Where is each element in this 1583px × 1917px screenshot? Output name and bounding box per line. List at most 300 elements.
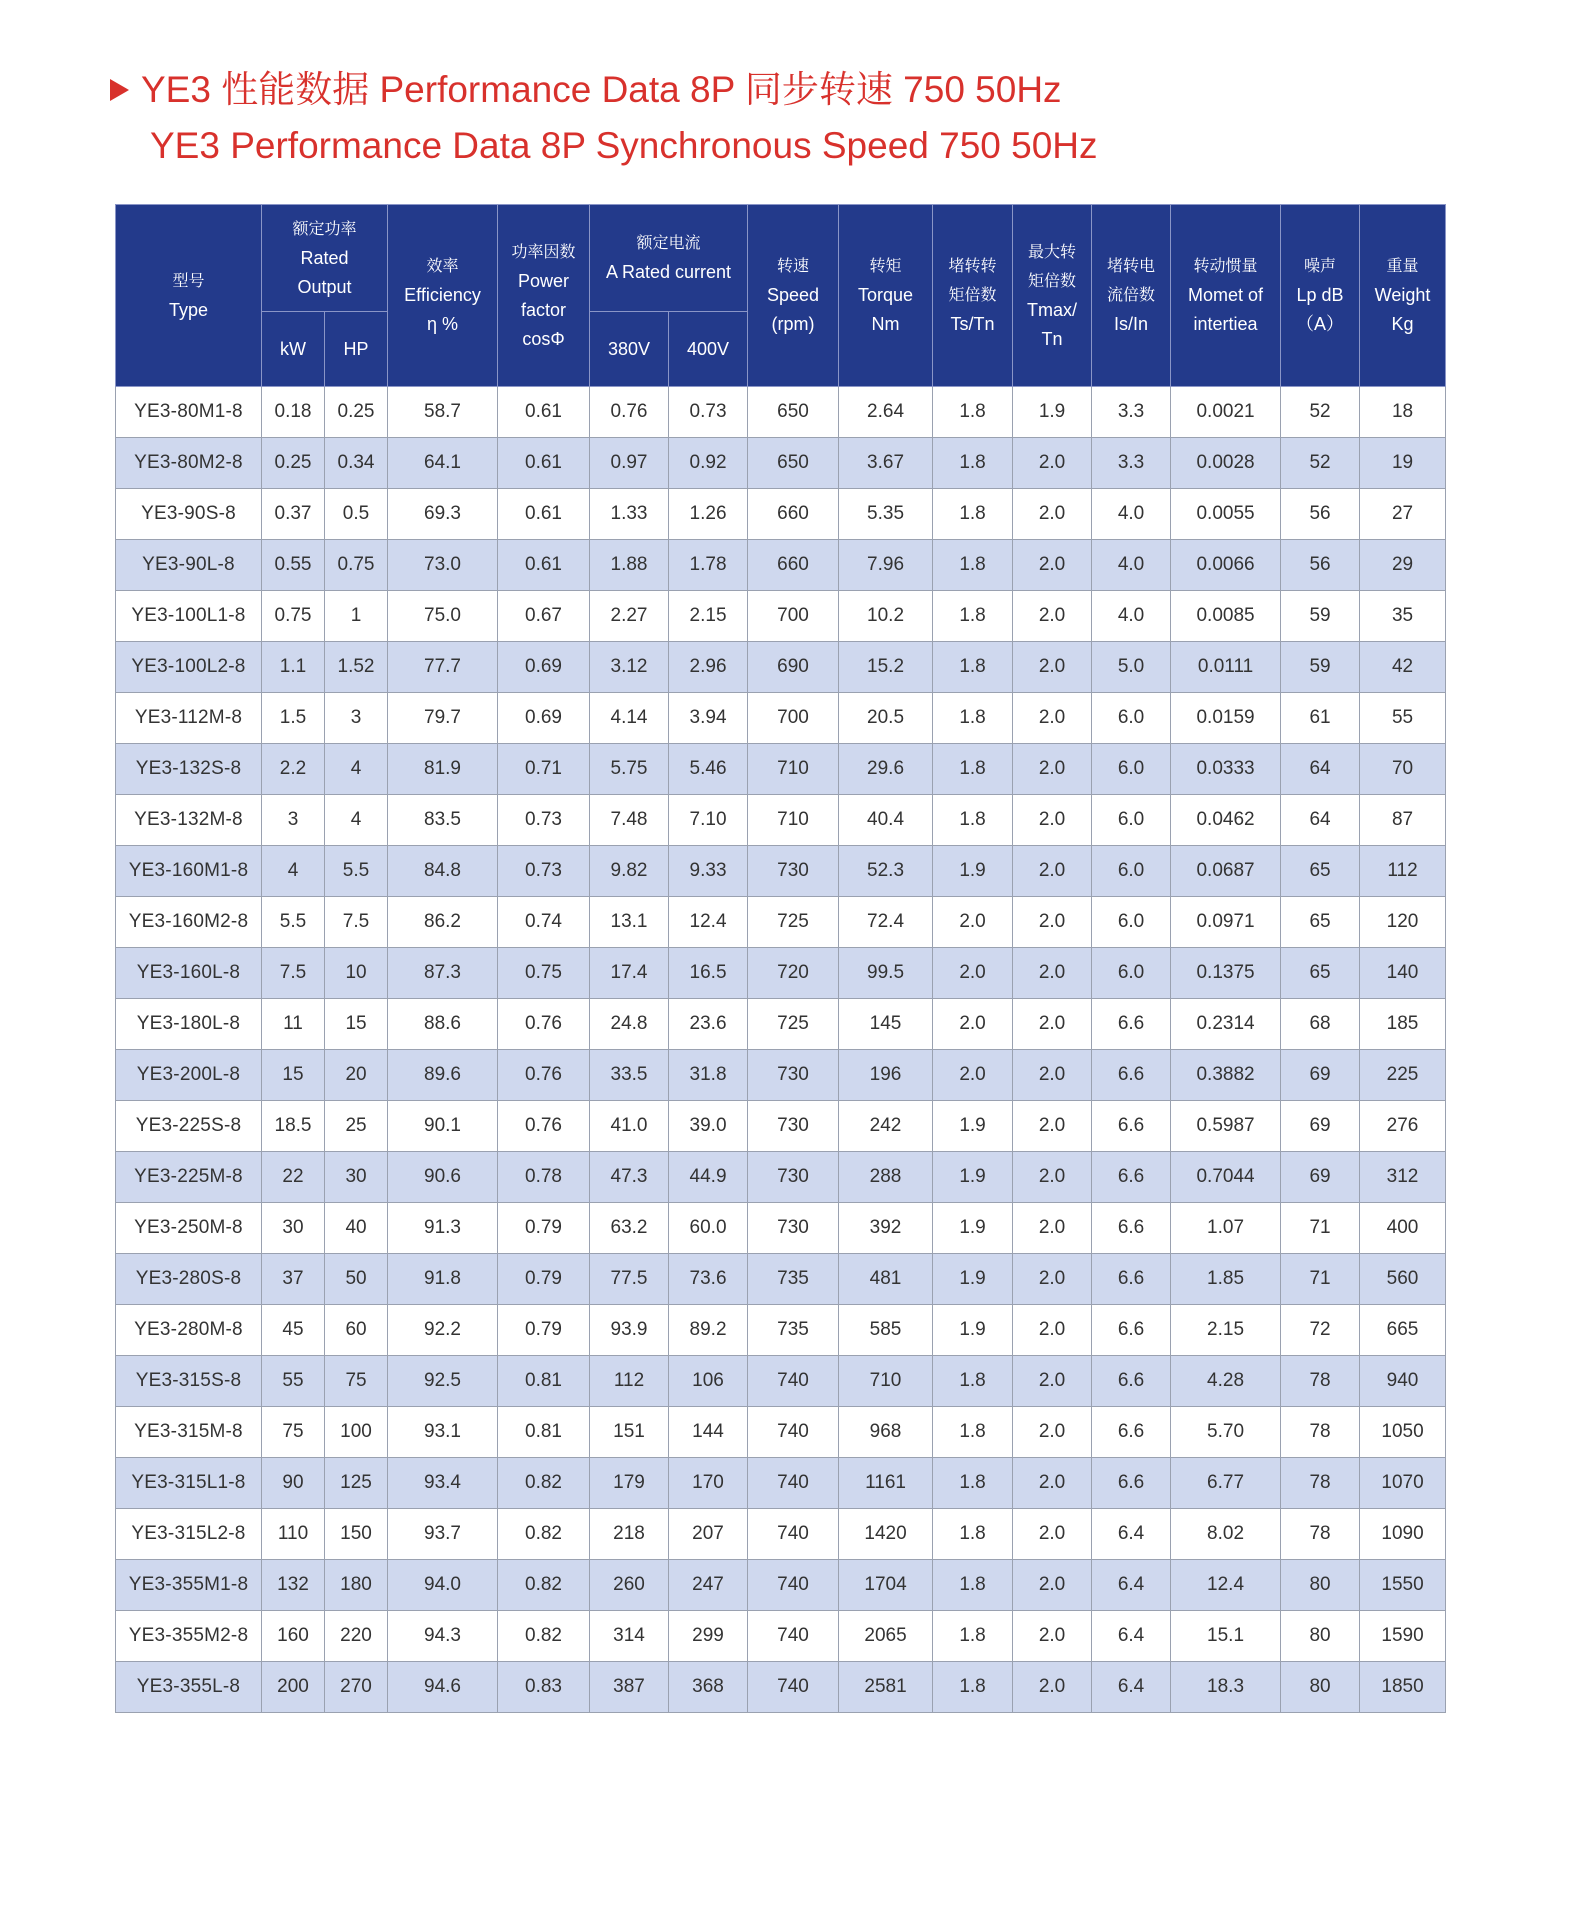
cell-type: YE3-315S-8 — [116, 1356, 262, 1407]
cell-type: YE3-90S-8 — [116, 489, 262, 540]
cell-torque: 72.4 — [839, 897, 933, 948]
cell-tmax-tn: 2.0 — [1013, 846, 1092, 897]
cell-inertia: 18.3 — [1171, 1662, 1281, 1713]
cell-hp: 30 — [325, 1152, 388, 1203]
cell-current-380v: 1.33 — [590, 489, 669, 540]
title-block — [110, 62, 1098, 174]
cell-kw: 55 — [262, 1356, 325, 1407]
cell-inertia: 0.0085 — [1171, 591, 1281, 642]
cell-torque: 196 — [839, 1050, 933, 1101]
cell-weight: 70 — [1360, 744, 1446, 795]
cell-kw: 15 — [262, 1050, 325, 1101]
cell-type: YE3-180L-8 — [116, 999, 262, 1050]
header-max-torque-ratio: 最大转 矩倍数 Tmax/ Tn — [1013, 205, 1092, 387]
cell-kw: 5.5 — [262, 897, 325, 948]
cell-noise: 59 — [1281, 642, 1360, 693]
cell-noise: 52 — [1281, 438, 1360, 489]
cell-ts-tn: 1.8 — [933, 642, 1013, 693]
cell-tmax-tn: 2.0 — [1013, 438, 1092, 489]
cell-hp: 0.25 — [325, 387, 388, 438]
cell-weight: 120 — [1360, 897, 1446, 948]
cell-is-in: 6.6 — [1092, 1050, 1171, 1101]
cell-inertia: 0.7044 — [1171, 1152, 1281, 1203]
cell-speed: 730 — [748, 1203, 839, 1254]
cell-power-factor: 0.61 — [498, 438, 590, 489]
table-row — [116, 642, 1446, 693]
cell-kw: 0.37 — [262, 489, 325, 540]
cell-tmax-tn: 2.0 — [1013, 642, 1092, 693]
cell-efficiency: 64.1 — [388, 438, 498, 489]
cell-kw: 200 — [262, 1662, 325, 1713]
cell-ts-tn: 1.8 — [933, 1509, 1013, 1560]
cell-speed: 740 — [748, 1509, 839, 1560]
cell-noise: 64 — [1281, 744, 1360, 795]
table-row — [116, 1050, 1446, 1101]
cell-current-380v: 77.5 — [590, 1254, 669, 1305]
cell-noise: 78 — [1281, 1509, 1360, 1560]
cell-hp: 0.34 — [325, 438, 388, 489]
cell-kw: 160 — [262, 1611, 325, 1662]
cell-speed: 740 — [748, 1458, 839, 1509]
cell-type: YE3-280S-8 — [116, 1254, 262, 1305]
cell-ts-tn: 2.0 — [933, 948, 1013, 999]
cell-torque: 7.96 — [839, 540, 933, 591]
cell-is-in: 6.0 — [1092, 897, 1171, 948]
cell-power-factor: 0.78 — [498, 1152, 590, 1203]
cell-type: YE3-225M-8 — [116, 1152, 262, 1203]
cell-ts-tn: 1.8 — [933, 795, 1013, 846]
cell-kw: 1.5 — [262, 693, 325, 744]
cell-inertia: 5.70 — [1171, 1407, 1281, 1458]
cell-torque: 5.35 — [839, 489, 933, 540]
cell-weight: 225 — [1360, 1050, 1446, 1101]
cell-current-400v: 3.94 — [669, 693, 748, 744]
cell-torque: 585 — [839, 1305, 933, 1356]
cell-power-factor: 0.67 — [498, 591, 590, 642]
cell-noise: 61 — [1281, 693, 1360, 744]
cell-efficiency: 73.0 — [388, 540, 498, 591]
triangle-bullet-icon — [110, 79, 129, 101]
cell-noise: 56 — [1281, 489, 1360, 540]
cell-inertia: 12.4 — [1171, 1560, 1281, 1611]
cell-current-380v: 17.4 — [590, 948, 669, 999]
cell-current-380v: 13.1 — [590, 897, 669, 948]
cell-torque: 20.5 — [839, 693, 933, 744]
cell-ts-tn: 1.8 — [933, 693, 1013, 744]
cell-torque: 2581 — [839, 1662, 933, 1713]
cell-kw: 4 — [262, 846, 325, 897]
cell-noise: 64 — [1281, 795, 1360, 846]
cell-hp: 150 — [325, 1509, 388, 1560]
cell-weight: 400 — [1360, 1203, 1446, 1254]
cell-power-factor: 0.82 — [498, 1611, 590, 1662]
cell-hp: 270 — [325, 1662, 388, 1713]
cell-power-factor: 0.81 — [498, 1407, 590, 1458]
table-row — [116, 1407, 1446, 1458]
cell-kw: 37 — [262, 1254, 325, 1305]
cell-noise: 72 — [1281, 1305, 1360, 1356]
cell-current-400v: 7.10 — [669, 795, 748, 846]
cell-current-380v: 151 — [590, 1407, 669, 1458]
cell-hp: 20 — [325, 1050, 388, 1101]
cell-is-in: 6.4 — [1092, 1662, 1171, 1713]
cell-noise: 65 — [1281, 897, 1360, 948]
cell-current-380v: 314 — [590, 1611, 669, 1662]
cell-type: YE3-315L2-8 — [116, 1509, 262, 1560]
cell-power-factor: 0.81 — [498, 1356, 590, 1407]
cell-type: YE3-90L-8 — [116, 540, 262, 591]
cell-is-in: 5.0 — [1092, 642, 1171, 693]
table-row — [116, 540, 1446, 591]
cell-is-in: 6.6 — [1092, 1407, 1171, 1458]
cell-speed: 730 — [748, 1050, 839, 1101]
table-row — [116, 591, 1446, 642]
cell-is-in: 6.6 — [1092, 999, 1171, 1050]
cell-ts-tn: 1.8 — [933, 489, 1013, 540]
cell-torque: 968 — [839, 1407, 933, 1458]
header-rated-current: 额定电流 A Rated current — [590, 205, 748, 312]
cell-power-factor: 0.79 — [498, 1305, 590, 1356]
cell-weight: 1590 — [1360, 1611, 1446, 1662]
cell-speed: 735 — [748, 1305, 839, 1356]
cell-type: YE3-280M-8 — [116, 1305, 262, 1356]
cell-torque: 481 — [839, 1254, 933, 1305]
cell-tmax-tn: 2.0 — [1013, 1662, 1092, 1713]
cell-weight: 312 — [1360, 1152, 1446, 1203]
cell-speed: 650 — [748, 438, 839, 489]
cell-tmax-tn: 2.0 — [1013, 591, 1092, 642]
cell-current-400v: 170 — [669, 1458, 748, 1509]
table-row — [116, 387, 1446, 438]
cell-kw: 18.5 — [262, 1101, 325, 1152]
cell-power-factor: 0.69 — [498, 642, 590, 693]
cell-current-380v: 0.97 — [590, 438, 669, 489]
cell-is-in: 6.6 — [1092, 1356, 1171, 1407]
header-hp: HP — [325, 312, 388, 387]
cell-noise: 59 — [1281, 591, 1360, 642]
cell-tmax-tn: 2.0 — [1013, 1203, 1092, 1254]
cell-efficiency: 94.0 — [388, 1560, 498, 1611]
title-text-1: YE3 性能数据 Performance Data 8P 同步转速 750 50Hz — [141, 69, 1062, 110]
header-rated-output: 额定功率 Rated Output — [262, 205, 388, 312]
cell-is-in: 6.6 — [1092, 1101, 1171, 1152]
table-row — [116, 999, 1446, 1050]
table-row — [116, 438, 1446, 489]
cell-type: YE3-160L-8 — [116, 948, 262, 999]
cell-kw: 22 — [262, 1152, 325, 1203]
cell-speed: 740 — [748, 1356, 839, 1407]
cell-torque: 145 — [839, 999, 933, 1050]
cell-hp: 180 — [325, 1560, 388, 1611]
cell-speed: 700 — [748, 591, 839, 642]
cell-kw: 0.55 — [262, 540, 325, 591]
cell-weight: 185 — [1360, 999, 1446, 1050]
cell-current-400v: 31.8 — [669, 1050, 748, 1101]
cell-hp: 40 — [325, 1203, 388, 1254]
cell-is-in: 6.0 — [1092, 744, 1171, 795]
cell-ts-tn: 1.9 — [933, 1203, 1013, 1254]
cell-hp: 5.5 — [325, 846, 388, 897]
cell-type: YE3-200L-8 — [116, 1050, 262, 1101]
cell-weight: 140 — [1360, 948, 1446, 999]
cell-tmax-tn: 2.0 — [1013, 999, 1092, 1050]
cell-speed: 710 — [748, 795, 839, 846]
cell-inertia: 0.0021 — [1171, 387, 1281, 438]
cell-tmax-tn: 2.0 — [1013, 897, 1092, 948]
cell-current-400v: 1.78 — [669, 540, 748, 591]
cell-is-in: 6.4 — [1092, 1509, 1171, 1560]
cell-efficiency: 79.7 — [388, 693, 498, 744]
cell-noise: 80 — [1281, 1560, 1360, 1611]
header-weight: 重量 Weight Kg — [1360, 205, 1446, 387]
cell-ts-tn: 1.8 — [933, 744, 1013, 795]
cell-is-in: 6.0 — [1092, 846, 1171, 897]
cell-weight: 1070 — [1360, 1458, 1446, 1509]
cell-current-400v: 39.0 — [669, 1101, 748, 1152]
cell-current-400v: 60.0 — [669, 1203, 748, 1254]
cell-power-factor: 0.73 — [498, 795, 590, 846]
cell-current-400v: 16.5 — [669, 948, 748, 999]
cell-current-380v: 9.82 — [590, 846, 669, 897]
cell-type: YE3-250M-8 — [116, 1203, 262, 1254]
cell-current-380v: 41.0 — [590, 1101, 669, 1152]
cell-power-factor: 0.79 — [498, 1203, 590, 1254]
cell-current-400v: 44.9 — [669, 1152, 748, 1203]
cell-weight: 18 — [1360, 387, 1446, 438]
cell-current-400v: 89.2 — [669, 1305, 748, 1356]
cell-weight: 112 — [1360, 846, 1446, 897]
cell-type: YE3-225S-8 — [116, 1101, 262, 1152]
cell-current-400v: 368 — [669, 1662, 748, 1713]
cell-inertia: 0.0462 — [1171, 795, 1281, 846]
cell-speed: 660 — [748, 540, 839, 591]
cell-torque: 10.2 — [839, 591, 933, 642]
cell-power-factor: 0.75 — [498, 948, 590, 999]
cell-type: YE3-80M2-8 — [116, 438, 262, 489]
header-kw: kW — [262, 312, 325, 387]
cell-hp: 3 — [325, 693, 388, 744]
cell-inertia: 0.1375 — [1171, 948, 1281, 999]
cell-efficiency: 90.1 — [388, 1101, 498, 1152]
cell-ts-tn: 1.9 — [933, 846, 1013, 897]
cell-tmax-tn: 2.0 — [1013, 1305, 1092, 1356]
table-row — [116, 1509, 1446, 1560]
cell-efficiency: 94.6 — [388, 1662, 498, 1713]
cell-weight: 1090 — [1360, 1509, 1446, 1560]
cell-weight: 19 — [1360, 438, 1446, 489]
cell-current-400v: 207 — [669, 1509, 748, 1560]
cell-is-in: 6.0 — [1092, 948, 1171, 999]
cell-torque: 1704 — [839, 1560, 933, 1611]
cell-kw: 110 — [262, 1509, 325, 1560]
cell-hp: 75 — [325, 1356, 388, 1407]
cell-speed: 700 — [748, 693, 839, 744]
cell-kw: 45 — [262, 1305, 325, 1356]
cell-inertia: 0.0055 — [1171, 489, 1281, 540]
cell-ts-tn: 1.8 — [933, 1407, 1013, 1458]
cell-current-380v: 47.3 — [590, 1152, 669, 1203]
cell-hp: 220 — [325, 1611, 388, 1662]
cell-efficiency: 91.3 — [388, 1203, 498, 1254]
cell-efficiency: 90.6 — [388, 1152, 498, 1203]
cell-weight: 55 — [1360, 693, 1446, 744]
cell-current-400v: 23.6 — [669, 999, 748, 1050]
header-efficiency: 效率 Efficiency η % — [388, 205, 498, 387]
cell-inertia: 0.0028 — [1171, 438, 1281, 489]
cell-speed: 735 — [748, 1254, 839, 1305]
cell-kw: 11 — [262, 999, 325, 1050]
cell-inertia: 0.2314 — [1171, 999, 1281, 1050]
cell-current-380v: 63.2 — [590, 1203, 669, 1254]
cell-noise: 56 — [1281, 540, 1360, 591]
cell-is-in: 4.0 — [1092, 591, 1171, 642]
cell-tmax-tn: 2.0 — [1013, 1356, 1092, 1407]
cell-weight: 665 — [1360, 1305, 1446, 1356]
cell-hp: 7.5 — [325, 897, 388, 948]
cell-tmax-tn: 2.0 — [1013, 693, 1092, 744]
cell-ts-tn: 1.8 — [933, 540, 1013, 591]
cell-is-in: 6.6 — [1092, 1254, 1171, 1305]
cell-kw: 90 — [262, 1458, 325, 1509]
cell-hp: 4 — [325, 795, 388, 846]
cell-is-in: 6.4 — [1092, 1611, 1171, 1662]
cell-current-400v: 0.73 — [669, 387, 748, 438]
cell-torque: 1420 — [839, 1509, 933, 1560]
cell-ts-tn: 2.0 — [933, 897, 1013, 948]
cell-efficiency: 81.9 — [388, 744, 498, 795]
table-row — [116, 897, 1446, 948]
cell-is-in: 6.4 — [1092, 1560, 1171, 1611]
cell-current-400v: 12.4 — [669, 897, 748, 948]
cell-speed: 660 — [748, 489, 839, 540]
cell-torque: 288 — [839, 1152, 933, 1203]
cell-current-400v: 2.96 — [669, 642, 748, 693]
cell-torque: 242 — [839, 1101, 933, 1152]
cell-current-380v: 7.48 — [590, 795, 669, 846]
cell-hp: 60 — [325, 1305, 388, 1356]
cell-ts-tn: 1.9 — [933, 1152, 1013, 1203]
cell-current-380v: 1.88 — [590, 540, 669, 591]
cell-torque: 52.3 — [839, 846, 933, 897]
cell-efficiency: 69.3 — [388, 489, 498, 540]
table-row — [116, 795, 1446, 846]
cell-kw: 30 — [262, 1203, 325, 1254]
cell-weight: 1550 — [1360, 1560, 1446, 1611]
cell-kw: 0.75 — [262, 591, 325, 642]
cell-current-400v: 1.26 — [669, 489, 748, 540]
header-inertia: 转动惯量 Momet of intertiea — [1171, 205, 1281, 387]
cell-ts-tn: 1.9 — [933, 1305, 1013, 1356]
cell-speed: 740 — [748, 1407, 839, 1458]
cell-is-in: 6.6 — [1092, 1458, 1171, 1509]
cell-weight: 27 — [1360, 489, 1446, 540]
cell-current-380v: 3.12 — [590, 642, 669, 693]
table-row — [116, 489, 1446, 540]
cell-current-380v: 24.8 — [590, 999, 669, 1050]
cell-weight: 1850 — [1360, 1662, 1446, 1713]
cell-weight: 560 — [1360, 1254, 1446, 1305]
cell-current-400v: 144 — [669, 1407, 748, 1458]
cell-torque: 3.67 — [839, 438, 933, 489]
cell-speed: 730 — [748, 846, 839, 897]
table-row — [116, 1152, 1446, 1203]
cell-speed: 730 — [748, 1101, 839, 1152]
title-line-1 — [110, 62, 1098, 118]
cell-type: YE3-132M-8 — [116, 795, 262, 846]
cell-torque: 15.2 — [839, 642, 933, 693]
cell-torque: 2.64 — [839, 387, 933, 438]
performance-table-container — [115, 204, 1445, 1713]
table-row — [116, 744, 1446, 795]
cell-power-factor: 0.76 — [498, 1050, 590, 1101]
cell-inertia: 8.02 — [1171, 1509, 1281, 1560]
cell-current-400v: 5.46 — [669, 744, 748, 795]
cell-kw: 0.25 — [262, 438, 325, 489]
cell-ts-tn: 1.8 — [933, 591, 1013, 642]
cell-ts-tn: 1.9 — [933, 1254, 1013, 1305]
cell-current-380v: 0.76 — [590, 387, 669, 438]
cell-tmax-tn: 2.0 — [1013, 1458, 1092, 1509]
cell-tmax-tn: 2.0 — [1013, 1560, 1092, 1611]
header-type: 型号 Type — [116, 205, 262, 387]
cell-is-in: 6.6 — [1092, 1152, 1171, 1203]
cell-speed: 710 — [748, 744, 839, 795]
header-speed: 转速 Speed (rpm) — [748, 205, 839, 387]
cell-type: YE3-100L2-8 — [116, 642, 262, 693]
cell-tmax-tn: 2.0 — [1013, 540, 1092, 591]
cell-noise: 65 — [1281, 846, 1360, 897]
cell-kw: 7.5 — [262, 948, 325, 999]
cell-power-factor: 0.73 — [498, 846, 590, 897]
cell-current-400v: 299 — [669, 1611, 748, 1662]
cell-efficiency: 87.3 — [388, 948, 498, 999]
cell-hp: 0.5 — [325, 489, 388, 540]
cell-current-380v: 33.5 — [590, 1050, 669, 1101]
cell-torque: 710 — [839, 1356, 933, 1407]
cell-efficiency: 77.7 — [388, 642, 498, 693]
cell-kw: 0.18 — [262, 387, 325, 438]
cell-type: YE3-160M1-8 — [116, 846, 262, 897]
cell-kw: 3 — [262, 795, 325, 846]
cell-inertia: 0.0159 — [1171, 693, 1281, 744]
cell-noise: 69 — [1281, 1152, 1360, 1203]
cell-noise: 71 — [1281, 1254, 1360, 1305]
cell-ts-tn: 1.8 — [933, 438, 1013, 489]
performance-table — [115, 204, 1446, 1713]
cell-current-400v: 106 — [669, 1356, 748, 1407]
cell-speed: 690 — [748, 642, 839, 693]
cell-efficiency: 93.7 — [388, 1509, 498, 1560]
cell-ts-tn: 1.9 — [933, 1101, 1013, 1152]
cell-ts-tn: 2.0 — [933, 999, 1013, 1050]
cell-tmax-tn: 2.0 — [1013, 1611, 1092, 1662]
cell-tmax-tn: 2.0 — [1013, 1407, 1092, 1458]
cell-torque: 40.4 — [839, 795, 933, 846]
cell-power-factor: 0.71 — [498, 744, 590, 795]
cell-efficiency: 86.2 — [388, 897, 498, 948]
cell-tmax-tn: 2.0 — [1013, 1050, 1092, 1101]
cell-current-380v: 93.9 — [590, 1305, 669, 1356]
table-row — [116, 948, 1446, 999]
cell-current-400v: 2.15 — [669, 591, 748, 642]
cell-type: YE3-80M1-8 — [116, 387, 262, 438]
cell-type: YE3-160M2-8 — [116, 897, 262, 948]
cell-ts-tn: 1.8 — [933, 1662, 1013, 1713]
cell-is-in: 6.6 — [1092, 1305, 1171, 1356]
cell-power-factor: 0.82 — [498, 1458, 590, 1509]
cell-speed: 725 — [748, 999, 839, 1050]
title-line-2: YE3 Performance Data 8P Synchronous Speed 750 50Hz — [150, 125, 1098, 166]
